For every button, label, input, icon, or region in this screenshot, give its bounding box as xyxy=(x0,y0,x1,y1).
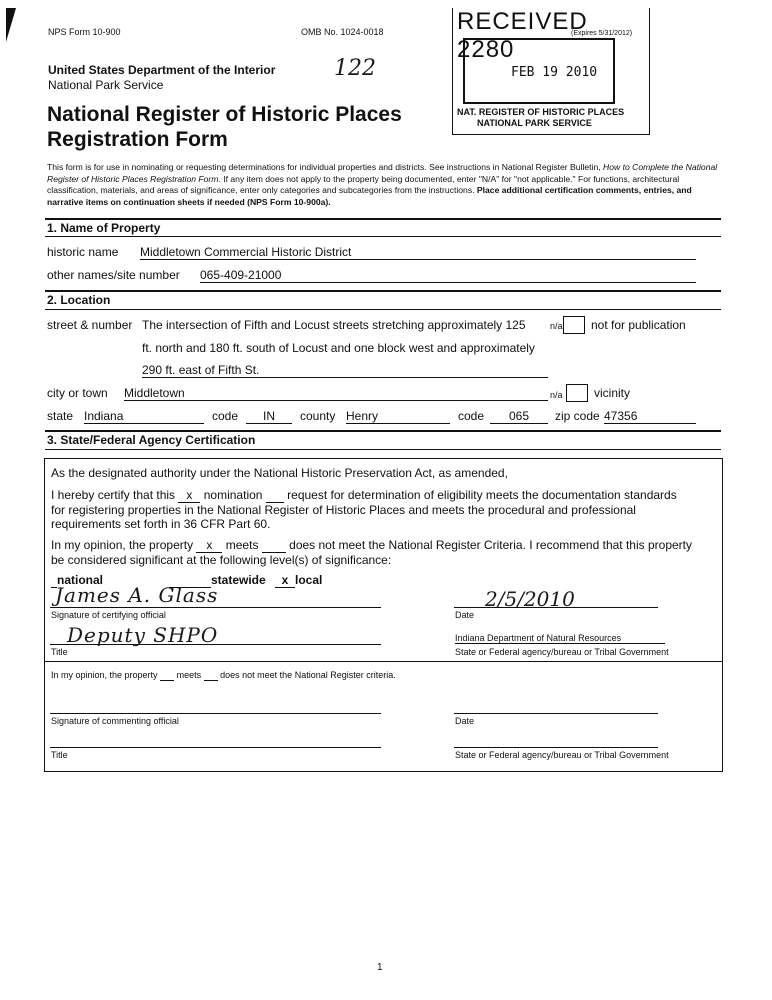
level-national-label: national xyxy=(57,573,104,587)
county-label: county xyxy=(300,409,336,423)
na-publication-label: n/a xyxy=(550,321,563,331)
certifying-signature: James A. Glass xyxy=(55,583,219,607)
opinion-text-a: In my opinion, the property xyxy=(51,538,194,552)
city-value: Middletown xyxy=(124,386,548,401)
level-statewide-label: statewide xyxy=(211,573,266,587)
page-title xyxy=(47,102,402,152)
title-line xyxy=(50,644,381,645)
certify-text-b: nomination xyxy=(203,488,263,502)
section-1-heading: 1. Name of Property xyxy=(47,221,161,235)
stamp-expires: (Expires 5/31/2012) xyxy=(571,30,633,37)
handwritten-number: 122 xyxy=(334,56,376,81)
comment-opinion-b: meets xyxy=(176,670,202,680)
signature-label: Signature of certifying official xyxy=(51,610,166,620)
na-vicinity-label: n/a xyxy=(550,390,563,400)
comment-agency-line xyxy=(454,747,658,748)
stamp-line-1: NAT. REGISTER OF HISTORIC PLACES xyxy=(457,107,625,117)
intro-paragraph xyxy=(47,162,720,208)
stamp-date-box xyxy=(463,38,615,104)
certify-text-c: request for determination of eligibility meets the documentation standards xyxy=(287,488,677,502)
state-value: Indiana xyxy=(84,409,204,424)
comment-date-label: Date xyxy=(455,716,475,726)
certify-text-a: I hereby certify that this xyxy=(51,488,176,502)
stamp-line-2: NATIONAL PARK SERVICE xyxy=(477,118,592,128)
state-label: state xyxy=(47,409,74,423)
agency-label: State or Federal agency/bureau or Tribal Government xyxy=(455,647,669,657)
form-number: NPS Form 10-900 xyxy=(48,27,121,37)
certify-line-3: requirements set forth in 36 CFR Part 60. xyxy=(51,517,271,531)
comment-signature-label: Signature of commenting official xyxy=(51,716,179,726)
certification-box xyxy=(44,458,723,772)
section-2-top-rule xyxy=(45,290,721,292)
date-label: Date xyxy=(455,610,475,620)
comment-agency-label: State or Federal agency/bureau or Tribal Government xyxy=(455,750,669,760)
other-names-value: 065-409-21000 xyxy=(200,268,696,283)
county-value: Henry xyxy=(346,409,450,424)
state-code-value: IN xyxy=(246,409,292,424)
comment-opinion-c: does not meet the National Register criteria. xyxy=(220,670,396,680)
agency-value: Indiana Department of Natural Resources xyxy=(455,633,665,644)
not-for-publication-checkbox[interactable] xyxy=(563,316,585,334)
street-label: street & number xyxy=(47,318,133,332)
department: United States Department of the Interior xyxy=(48,63,276,77)
section-3-heading: 3. State/Federal Agency Certification xyxy=(47,433,256,447)
street-line-3: 290 ft. east of Fifth St. xyxy=(142,363,548,378)
date-line xyxy=(454,607,658,608)
stamp-received-text: RECEIVED 2280 xyxy=(457,8,588,63)
comment-title-label: Title xyxy=(51,750,68,760)
street-line-1: The intersection of Fifth and Locust streets stretching approximately 125 xyxy=(142,318,526,332)
certify-request-blank xyxy=(266,488,284,503)
intro-text-bold: Place additional certification comments, entries, and narrative items on continuation sheets if needed (NPS Form 10-900a). xyxy=(47,185,692,207)
county-code-value: 065 xyxy=(490,409,548,424)
vicinity-checkbox[interactable] xyxy=(566,384,588,402)
not-for-publication-label: not for publication xyxy=(591,318,686,332)
comment-signature-line xyxy=(50,713,381,714)
county-code-label: code xyxy=(458,409,485,423)
opinion-text-c: does not meet the National Register Criteria. I recommend that this property xyxy=(289,538,692,552)
comment-not-meet-blank xyxy=(204,670,218,681)
agency-name: National Park Service xyxy=(48,78,164,92)
level-local xyxy=(275,573,322,588)
certify-line-1 xyxy=(51,488,716,503)
comment-date-line xyxy=(454,713,658,714)
received-stamp xyxy=(452,8,650,135)
corner-mark xyxy=(6,8,16,42)
opinion-meets-mark: x xyxy=(196,538,222,553)
opinion-not-meet-blank xyxy=(262,538,286,553)
certification-date: 2/5/2010 xyxy=(485,587,575,611)
title-label: Title xyxy=(51,647,68,657)
page-number: 1 xyxy=(377,962,383,973)
certify-statement xyxy=(51,488,716,531)
section-1-top-rule xyxy=(45,218,721,220)
comment-opinion xyxy=(51,670,396,681)
level-local-mark: x xyxy=(275,573,295,588)
state-code-label: code xyxy=(212,409,239,423)
title-line-1: National Register of Historic Places xyxy=(47,103,402,126)
section-2-rule xyxy=(45,309,721,310)
intro-text-italic: How to Complete the National Register of Historic Places Registration Form. xyxy=(47,162,718,184)
other-names-label: other names/site number xyxy=(47,268,180,282)
level-local-label: local xyxy=(295,573,323,587)
vicinity-label: vicinity xyxy=(594,386,631,400)
stamp-date: FEB 19 2010 xyxy=(511,65,598,80)
commenting-divider xyxy=(45,661,722,662)
street-line-2: ft. north and 180 ft. south of Locust and one block west and approximately xyxy=(142,341,535,355)
zip-label: zip code xyxy=(555,409,600,423)
certify-line-2: for registering properties in the National Register of Historic Places and meets the procedural and professional xyxy=(51,503,636,517)
city-label: city or town xyxy=(47,386,108,400)
certify-nomination-mark: x xyxy=(178,488,200,503)
zip-value: 47356 xyxy=(604,409,696,424)
historic-name-value: Middletown Commercial Historic District xyxy=(140,245,696,260)
historic-name-label: historic name xyxy=(47,245,119,259)
title-line-2: Registration Form xyxy=(47,128,228,151)
opinion-text-b: meets xyxy=(225,538,259,552)
intro-text-2: If any item does not apply to the property being documented, enter "N/A" for "not applicable." For functions, architectural classification, materials, and areas of significance, enter only categories and subcategories from the instructions. xyxy=(47,173,680,195)
comment-meets-blank xyxy=(160,670,174,681)
section-2-heading: 2. Location xyxy=(47,293,111,307)
section-3-rule xyxy=(45,449,721,450)
section-1-rule xyxy=(45,236,721,237)
comment-opinion-a: In my opinion, the property xyxy=(51,670,158,680)
intro-text-1: This form is for use in nominating or requesting determinations for individual properties and districts. See instructions in National Register Bulletin, xyxy=(47,162,603,172)
signature-line xyxy=(50,607,381,608)
authority-statement: As the designated authority under the National Historic Preservation Act, as amended, xyxy=(51,466,508,480)
comment-title-line xyxy=(50,747,381,748)
section-3-top-rule xyxy=(45,430,721,432)
opinion-statement xyxy=(51,538,716,567)
certifying-title: Deputy SHPO xyxy=(67,623,219,647)
omb-number: OMB No. 1024-0018 xyxy=(301,27,384,37)
opinion-line-2: be considered significant at the following level(s) of significance: xyxy=(51,553,392,567)
opinion-line-1 xyxy=(51,538,716,553)
